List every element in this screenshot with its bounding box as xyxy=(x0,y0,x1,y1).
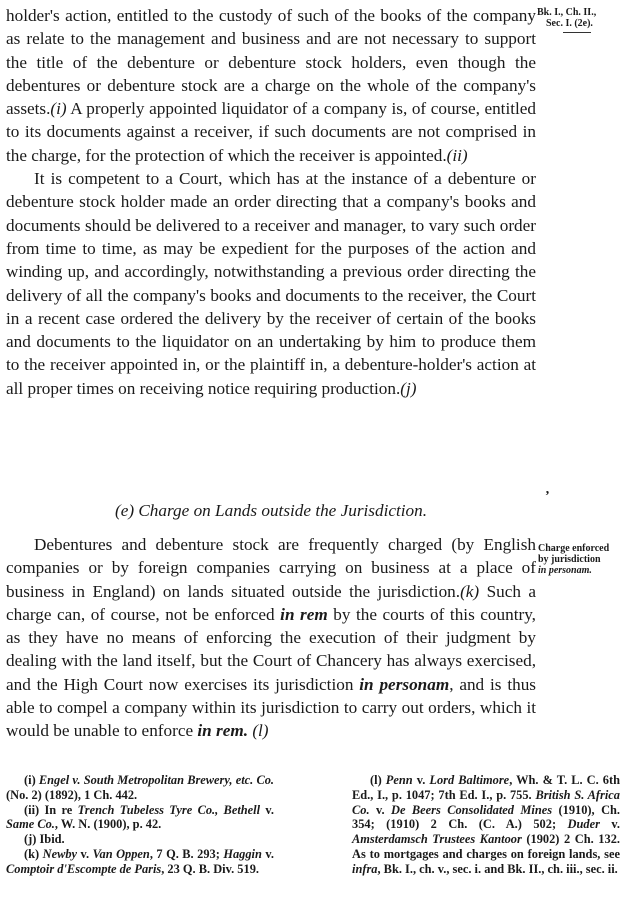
footnote-l xyxy=(352,773,620,877)
fn-l-v3: v. xyxy=(599,817,620,832)
fn-k-v2: v. xyxy=(261,846,274,861)
fn-i-cite: (No. 2) (1892), 1 Ch. 442. xyxy=(6,787,138,802)
paragraph-3 xyxy=(6,533,536,743)
fn-k-cite2: , 23 Q. B. Div. 519. xyxy=(161,861,259,876)
fn-ii-pre: In re xyxy=(39,802,78,817)
fn-i-mark: (i) xyxy=(24,773,36,787)
fn-ii-cite: , W. N. (1900), p. 42. xyxy=(54,817,162,832)
stray-mark: ʼ xyxy=(545,489,550,504)
ref-j: (j) xyxy=(400,378,417,398)
fn-l-cite4: , Bk. I., ch. v., sec. i. and Bk. II., ch. iii., sec. ii. xyxy=(377,861,618,876)
p3a-text: Debentures and debenture stock are frequently charged (by English companies or by foreign companies carrying on business at a place of business in England) on lands situated outside the jurisdiction. xyxy=(6,535,536,601)
main-text-bottom xyxy=(6,533,536,743)
charge-enforced-note xyxy=(538,543,634,576)
footnote-j xyxy=(6,832,274,847)
p3c-text: by the courts of this country, as they have no means of enforcing the execution of their judgment by dealing with the land itself, but the Court of Chancery has always exercised, and the High Court now exercises its jurisdiction xyxy=(6,604,536,694)
charge-note-line3: in personam. xyxy=(538,565,592,576)
fn-ii-case2: Same Co. xyxy=(6,817,55,832)
fn-ii-case: Trench Tubeless Tyre Co., Bethell xyxy=(77,802,261,817)
p2-text: It is competent to a Court, which has at the instance of a debenture or debenture stock holder made an order directing that a company's books and documents should be delivered to a receiver and manager, to vary such order from time to time, as may be expedient for the purposes of the action and winding up, and accordingly, notwithstanding a previous order directing the delivery of all the company's books and documents to the receiver, the Court in a recent case ordered the delivery by the receiver of certain of the books and documents to the liquidator on an undertaking by him to produce them to the receiver appointed in, or the plaintiff in, a debenture-holder's action at all proper times on receiving notice requiring production. xyxy=(6,169,536,398)
fn-l-case6: Amsterdamsch Trustees Kantoor xyxy=(352,832,522,847)
fn-k-case4: Comptoir d'Escompte de Paris xyxy=(6,861,162,876)
fn-ii-mid: v. xyxy=(260,802,274,817)
footnote-ii xyxy=(6,803,274,833)
in-personam: in personam xyxy=(359,674,450,694)
fn-l-case: Penn xyxy=(385,773,413,787)
fn-ii-mark: (ii) xyxy=(24,802,40,817)
section-heading: (e) Charge on Lands outside the Jurisdiction. xyxy=(114,501,428,520)
p3d-text: , and is thus able to compel a company within its jurisdiction to carry out orders, which it would be unable to enforce xyxy=(6,674,536,741)
charge-note-line2: by jurisdiction xyxy=(538,554,601,565)
fn-l-case5: Duder xyxy=(567,817,600,832)
ref-i: (i) xyxy=(50,99,67,119)
in-rem-2: in rem. xyxy=(197,721,249,741)
footnotes-right xyxy=(352,773,620,877)
section-reference-note xyxy=(537,7,633,33)
fn-l-cite2: (1910), Ch. 354; (1910) 2 Ch. (C. A.) 502; xyxy=(352,802,621,832)
footnote-i xyxy=(6,773,274,803)
in-rem: in rem xyxy=(280,604,328,624)
fn-k-mark: (k) xyxy=(24,846,40,861)
p1b-text: A properly appointed liquidator of a company is, of course, entitled to its documents against a receiver, if such documents are not comprised in the charge, for the protection of which the receiver is appointed. xyxy=(6,99,536,165)
section-ref-rule xyxy=(563,32,591,33)
fn-k-v: v. xyxy=(77,846,93,861)
fn-k-case2: Van Oppen xyxy=(92,846,150,861)
footnotes xyxy=(6,773,620,877)
charge-note-line1: Charge enforced xyxy=(538,543,610,554)
fn-k-cite: , 7 Q. B. 293; xyxy=(149,846,224,861)
paragraph-1 xyxy=(6,4,536,167)
fn-l-v: v. xyxy=(412,773,430,787)
fn-l-infra: infra xyxy=(352,861,378,876)
fn-j-mark: (j) xyxy=(24,832,37,847)
fn-i-case: Engel v. South Metropolitan Brewery, etc. Co. xyxy=(38,773,274,787)
fn-l-case3: British S. Africa Co. xyxy=(352,787,620,817)
ref-k: (k) xyxy=(460,581,480,601)
section-ref-line1: Bk. I., Ch. II., xyxy=(537,7,597,18)
footnotes-left xyxy=(6,773,274,877)
p1-text: holder's action, entitled to the custody of such of the books of the company as relate to the management and business and are not necessary to support the title of the debenture or debenture stock holders, even though the debentures or debenture stock are a charge on the whole of the company's assets. xyxy=(6,6,536,119)
fn-j-text: Ibid. xyxy=(36,832,65,847)
fn-l-cite: , Wh. & T. L. C. 6th Ed., I., p. 1047; 7th Ed. I., p. 755. xyxy=(352,773,620,802)
ref-l: (l) xyxy=(248,721,269,741)
section-ref-line2: Sec. I. (2e). xyxy=(546,18,593,29)
p3b-text: Such a charge can, of course, not be enforced xyxy=(6,581,536,624)
fn-l-case2: Lord Baltimore xyxy=(429,773,510,787)
fn-k-case3: Haggin xyxy=(223,846,262,861)
fn-l-mark: (l) xyxy=(370,773,382,787)
paragraph-2 xyxy=(6,167,536,400)
fn-l-cite3: (1902) 2 Ch. 132. As to mortgages and charges on foreign lands, see xyxy=(352,832,620,861)
main-text-top xyxy=(6,4,536,400)
fn-l-v2: v. xyxy=(369,802,392,817)
fn-l-case4: De Beers Consolidated Mines xyxy=(391,802,553,817)
footnote-k xyxy=(6,847,274,877)
ref-ii: (ii) xyxy=(446,145,468,165)
fn-k-case: Newby xyxy=(42,846,78,861)
